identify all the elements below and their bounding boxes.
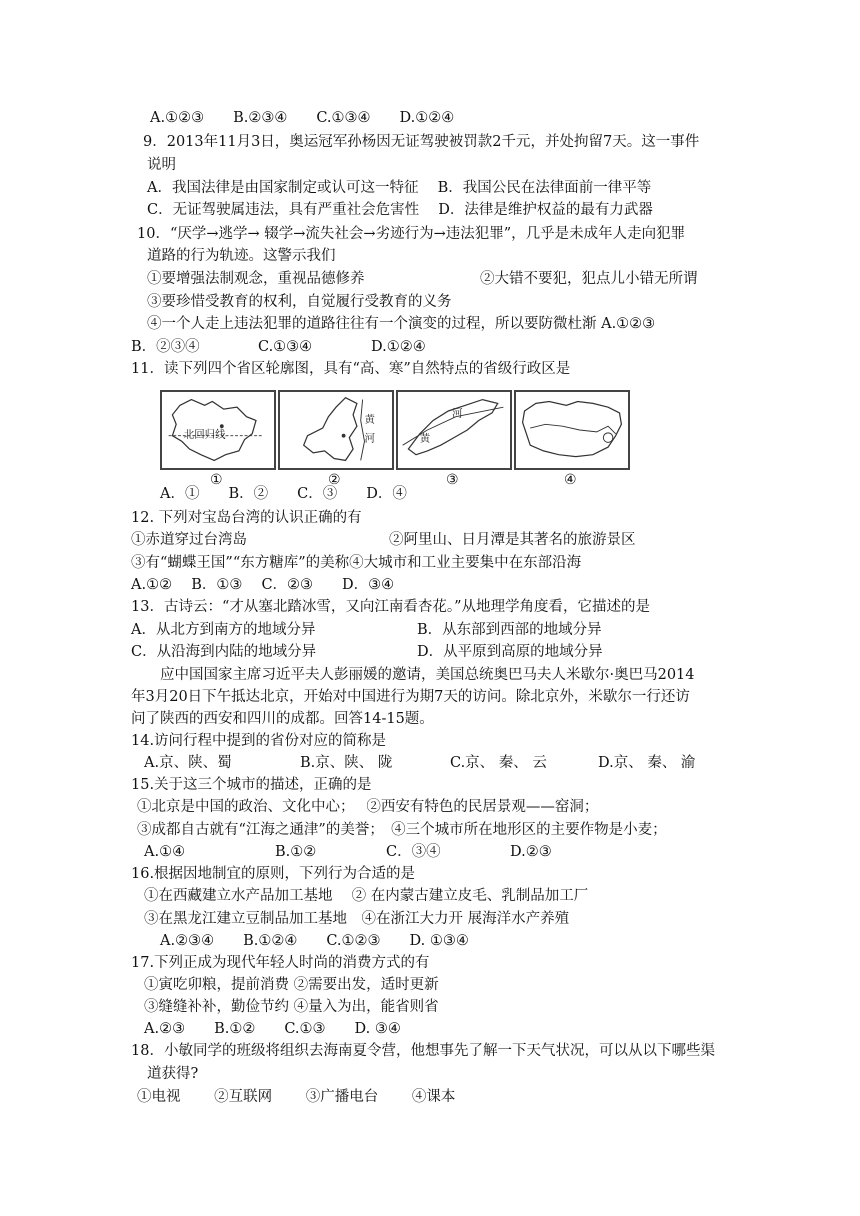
q18-items: ①电视 ②互联网 ③广播电台 ④课本 [137,1089,456,1105]
river-label-3: 河 [452,407,463,420]
q10-item-2: ②大错不要犯，犯点儿小错无所谓 [480,271,698,287]
passage-line-3: 问了陕西的西安和四川的成都。回答14-15题。 [131,711,434,727]
q12-item-2: ②阿里山、日月潭是其著名的旅游景区 [389,532,636,548]
q9-options-cd: C．无证驾驶属违法，具有严重社会危害性 D．法律是维护权益的最有力武器 [147,202,653,218]
passage-line-2: 年3月20日下午抵达北京，开始对中国进行为期7天的访问。除北京外，米歇尔一行还访 [131,689,690,705]
xinjiang-tibet-outline [516,392,628,468]
river-label-4: 黄 [419,432,431,445]
q16-items-1-2: ①在西藏建立水产品加工基地 ② 在内蒙古建立皮毛、乳制品加工厂 [144,888,589,904]
q13-stem: 13．古诗云：“才从塞北踏冰雪，又向江南看杏花。”从地理学角度看，它描述的是 [131,599,651,615]
q12-item-1: ①赤道穿过台湾岛 [131,532,247,548]
q14-option-a: A.京、陕、蜀 [144,755,232,771]
river-label-2: 河 [364,432,375,445]
q10-stem-cont: 道路的行为轨迹。这警示我们 [147,248,336,264]
map-label-1: ① [210,472,223,488]
shaanxi-outline [280,392,392,468]
q9-stem: 9．2013年11月3日，奥运冠军孙杨因无证驾驶被罚款2千元，并处拘留7天。这一事件 [143,134,700,150]
q15-option-c: C．③④ [386,844,441,860]
map-label-4: ④ [564,472,577,488]
map-label-3: ③ [446,472,459,488]
q17-stem: 17.下列正成为现代年轻人时尚的消费方式的有 [131,955,430,971]
q15-option-a: A.①④ [144,844,186,860]
q15-items-1-2: ①北京是中国的政治、文化中心； ②西安有特色的民居景观——窑洞； [137,799,599,815]
q13-option-a: A．从北方到南方的地域分异 [131,622,316,638]
q9-stem-cont: 说明 [147,157,176,173]
province-map-4 [514,390,630,470]
q10-stem: 10．“厌学→逃学→ 辍学→流失社会→劣迹行为→违法犯罪”，几乎是未成年人走向犯罪 [137,226,686,242]
q17-items-1-2: ①寅吃卯粮，提前消费 ②需要出发，适时更新 [144,977,439,993]
q13-option-d: D．从平原到高原的地域分异 [417,644,603,660]
q10-option-c: C.①③④ [258,339,313,355]
q15-stem: 15.关于这三个城市的描述，正确的是 [131,777,372,793]
q9-options-ab: A．我国法律是由国家制定或认可这一特征 B．我国公民在法律面前一律平等 [147,180,652,196]
q10-item-1: ①要增强法制观念，重视品德修养 [147,271,365,287]
q13-option-c: C．从沿海到内陆的地域分异 [131,644,317,660]
q16-items-3-4: ③在黑龙江建立豆制品加工基地 ④在浙江大力开 展海洋水产养殖 [144,911,570,927]
q15-items-3-4: ③成都自古就有“江海之通津”的美誉； ④三个城市所在地形区的主要作物是小麦； [137,822,667,838]
q10-option-b: B．②③④ [131,339,200,355]
q18-stem: 18．小敏同学的班级将组织去海南夏令营，他想事先了解一下天气状况，可以从以下哪些渠 [131,1043,715,1059]
q17-options: A.②③ B.①② C.①③ D. ③④ [144,1021,401,1037]
q14-option-b: B.京、陕、 陇 [300,755,393,771]
river-label-1: 黄 [364,413,375,426]
q11-stem: 11．读下列四个省区轮廓图，具有“高、寒”自然特点的省级行政区是 [131,361,571,377]
q15-option-d: D.②③ [510,844,552,860]
province-map-2 [278,390,394,470]
q10-item-3: ③要珍惜受教育的权利，自觉履行受教育的义务 [147,294,452,310]
q15-option-b: B.①② [275,844,317,860]
q10-item-4: ④一个人走上违法犯罪的道路往往有一个演变的过程，所以要防微杜渐 A.①②③ [147,316,656,332]
q16-stem: 16.根据因地制宜的原则，下列行为合适的是 [131,866,416,882]
q10-option-d: D.①②④ [371,339,426,355]
province-map-1 [160,390,276,470]
q11-options: A．① B．② C．③ D．④ [160,486,407,502]
q8-options: A.①②③ B.②③④ C.①③④ D.①②④ [150,110,455,126]
q14-option-d: D.京、 秦、 渝 [598,755,696,771]
tropic-label: 北回归线 [183,428,226,441]
map-label-2: ② [328,472,341,488]
shandong-outline [398,392,510,468]
q13-option-b: B．从东部到西部的地域分异 [417,622,602,638]
q16-options: A.②③④ B.①②④ C.①②③ D. ①③④ [160,933,469,949]
q18-stem-cont: 道获得? [147,1066,199,1082]
passage-line-1: 应中国国家主席习近平夫人彭丽媛的邀请，美国总统奥巴马夫人米歇尔·奥巴马2014 [160,667,695,683]
q12-options: A.①② B．①③ C．②③ D．③④ [131,577,395,593]
q14-stem: 14.访问行程中提到的省份对应的简称是 [131,733,387,749]
q17-items-3-4: ③缝缝补补，勤俭节约 ④量入为出，能省则省 [144,999,439,1015]
yunnan-outline [162,392,274,468]
province-map-3 [396,390,512,470]
q12-stem: 12. 下列对宝岛台湾的认识正确的有 [131,510,362,526]
q14-option-c: C.京、 秦、 云 [450,755,547,771]
q12-item-3-4: ③有“蝴蝶王国”“东方糖库”的美称④大城市和工业主要集中在东部沿海 [131,555,582,571]
